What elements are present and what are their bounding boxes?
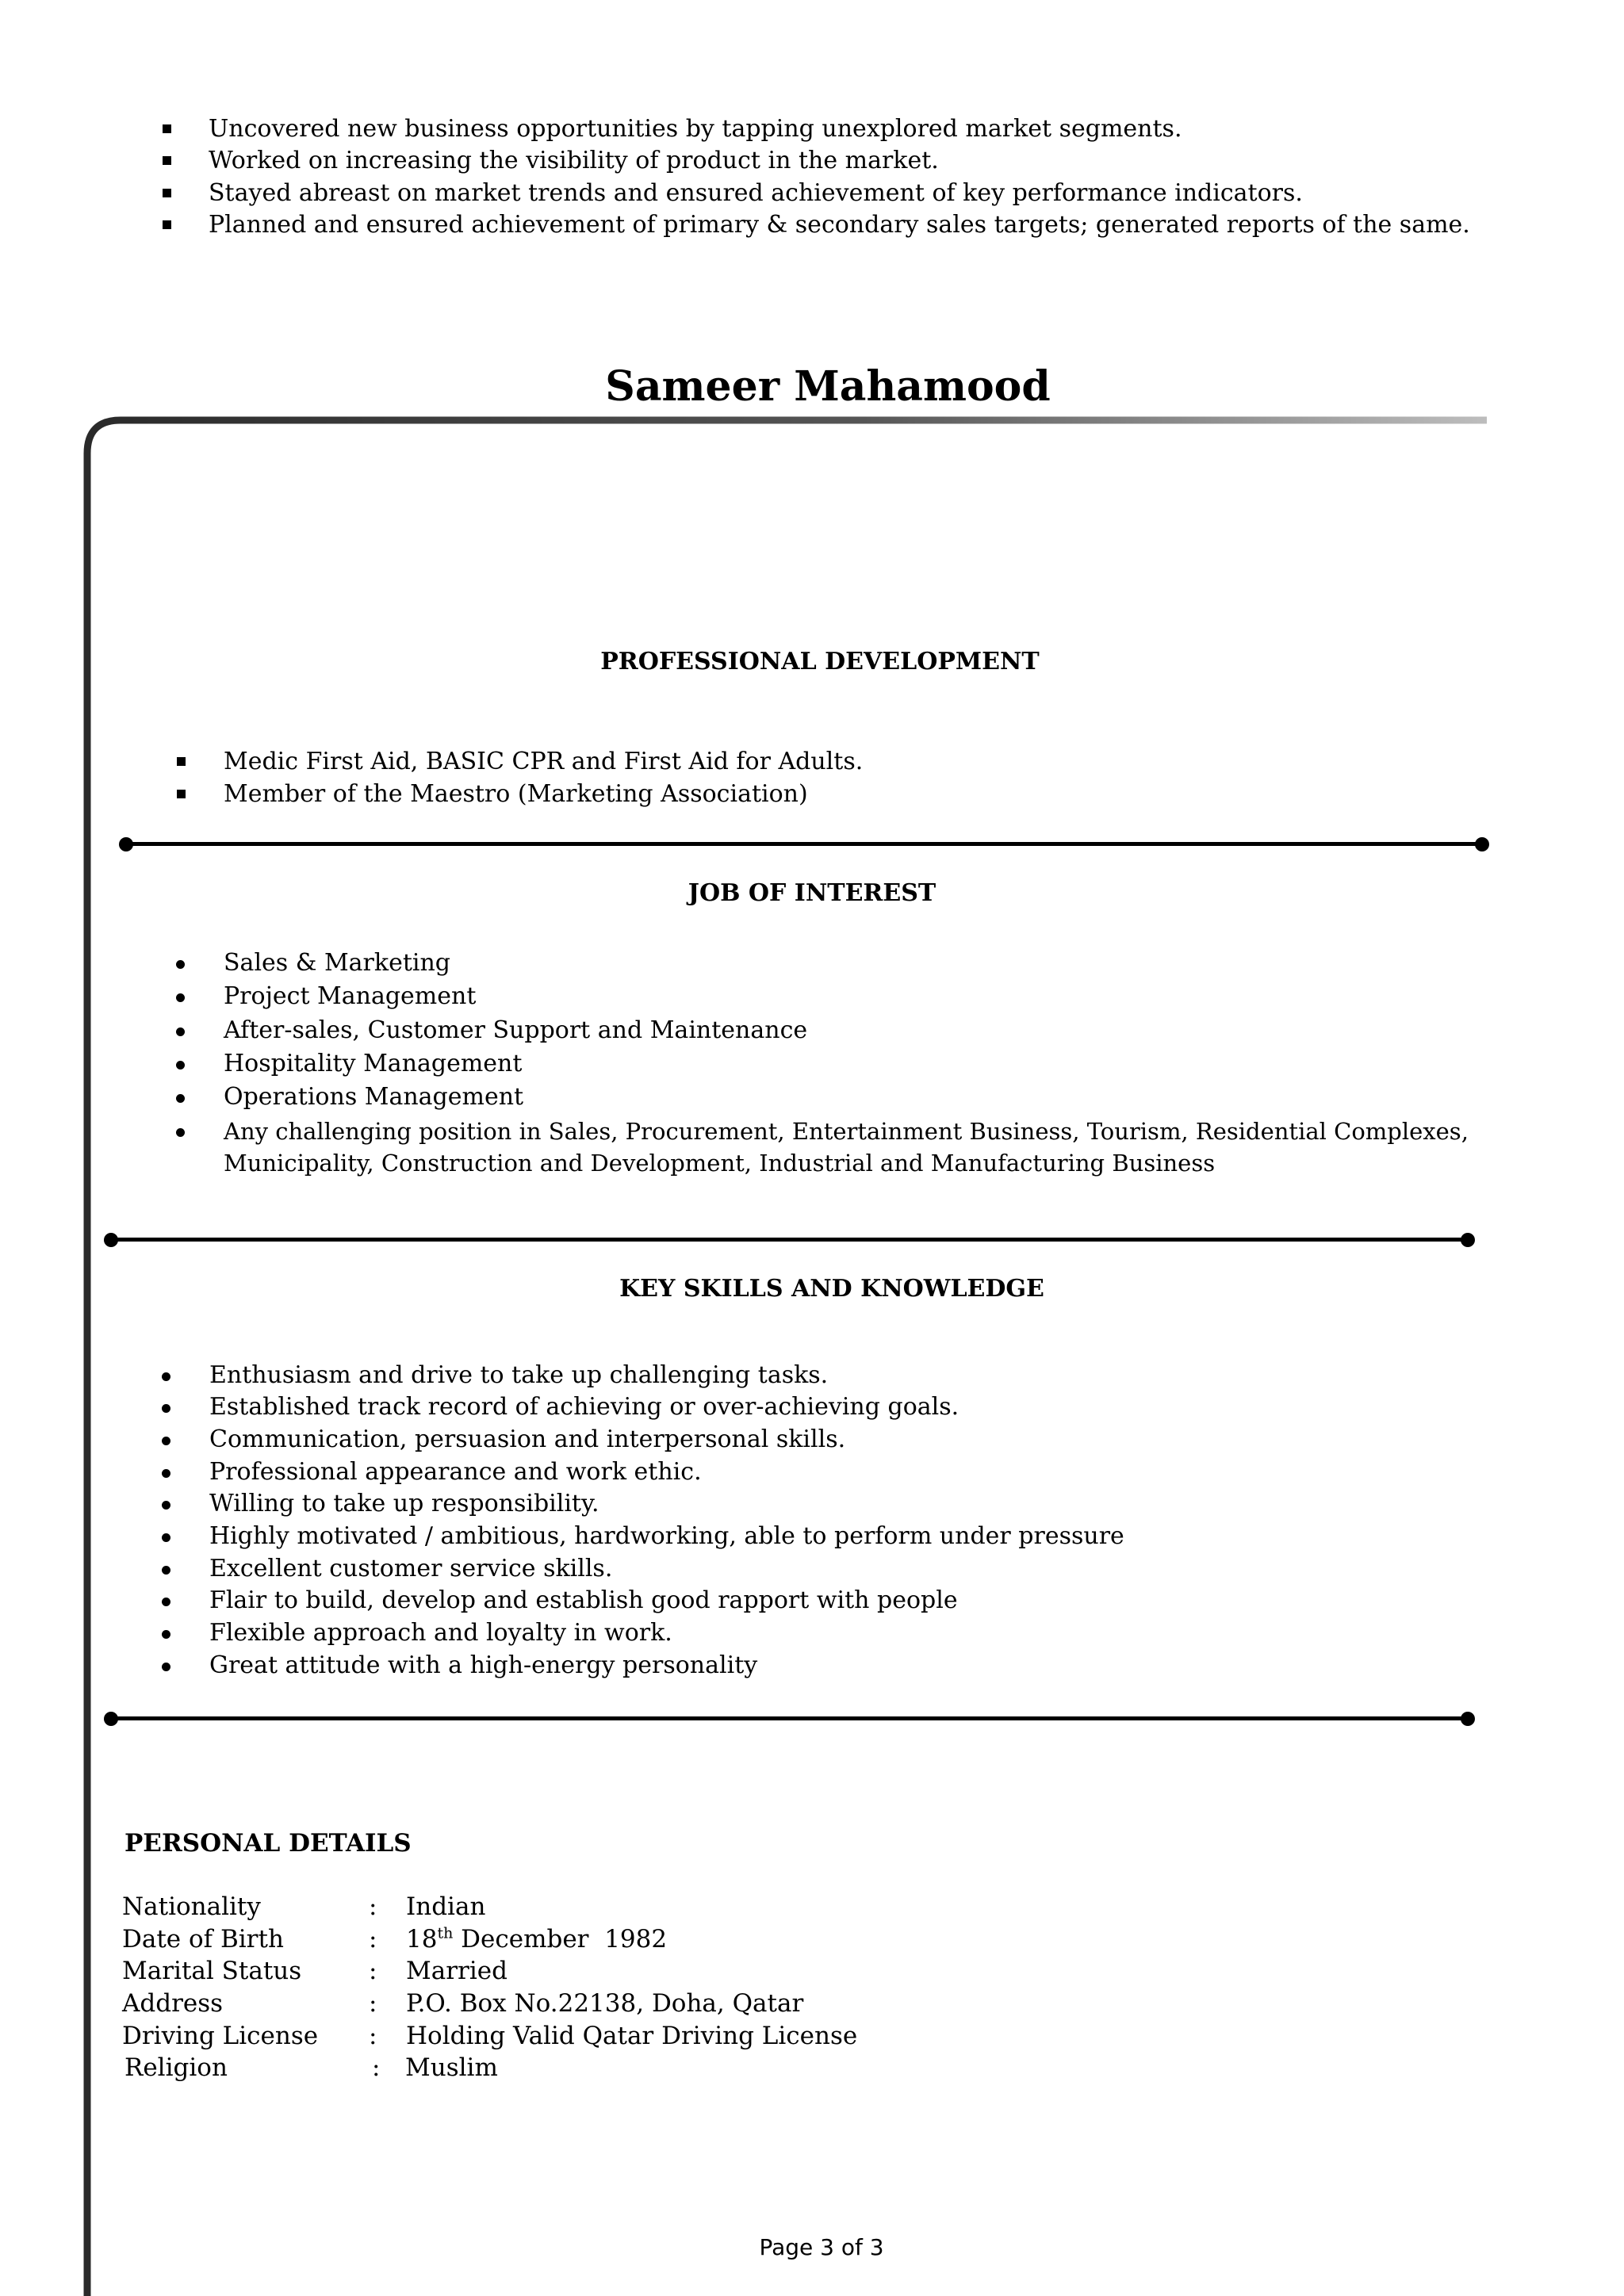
section-title-job-of-interest: JOB OF INTEREST (688, 879, 936, 907)
detail-label: Marital Status (122, 1957, 302, 1985)
detail-label: Driving License (122, 2022, 319, 2050)
list-item-text: Flair to build, develop and establish good rapport with people (209, 1586, 958, 1614)
list-item-text: Uncovered new business opportunities by tapping unexplored market segments. (209, 115, 1182, 143)
round-bullet-icon (162, 1501, 170, 1510)
square-bullet-icon (177, 790, 186, 798)
section-title-key-skills: KEY SKILLS AND KNOWLEDGE (619, 1275, 1044, 1303)
detail-colon: : (369, 1957, 377, 1985)
list-item-text: Project Management (224, 982, 477, 1010)
birth-month-year: December 1982 (453, 1925, 668, 1954)
round-bullet-icon (162, 1469, 170, 1478)
list-item-text: Willing to take up responsibility. (209, 1490, 599, 1517)
list-item-text-continued: Municipality, Construction and Development, Industrial and Manufacturing Business (224, 1150, 1216, 1177)
list-item-text: Communication, persuasion and interpersonal skills. (209, 1425, 846, 1453)
round-bullet-icon (162, 1663, 170, 1671)
round-bullet-icon (162, 1404, 170, 1413)
detail-colon: : (372, 2053, 381, 2082)
list-item-text: Hospitality Management (224, 1050, 523, 1077)
detail-colon: : (369, 1925, 377, 1954)
detail-colon: : (369, 1989, 377, 2018)
list-item-text: Flexible approach and loyalty in work. (209, 1619, 672, 1647)
round-bullet-icon (162, 1437, 170, 1445)
list-item-text: Member of the Maestro (Marketing Association) (224, 780, 808, 808)
detail-label: Address (122, 1989, 224, 2018)
list-item-text: Established track record of achieving or over-achieving goals. (209, 1393, 959, 1421)
list-item-text: Sales & Marketing (224, 949, 451, 977)
list-item-text: Planned and ensured achievement of primary & secondary sales targets; generated reports of the same. (209, 211, 1470, 239)
detail-value: Muslim (405, 2053, 498, 2082)
round-bullet-icon (176, 1094, 185, 1103)
round-bullet-icon (162, 1598, 170, 1606)
detail-value: Indian (406, 1892, 486, 1921)
list-item-text: Enthusiasm and drive to take up challenging tasks. (209, 1361, 829, 1389)
detail-colon: : (369, 1892, 377, 1921)
round-bullet-icon (162, 1630, 170, 1639)
list-item-text: Great attitude with a high-energy personality (209, 1651, 758, 1679)
detail-value: P.O. Box No.22138, Doha, Qatar (406, 1989, 804, 2018)
list-item-text: Worked on increasing the visibility of product in the market. (209, 147, 939, 174)
round-bullet-icon (162, 1372, 170, 1381)
round-bullet-icon (176, 1027, 185, 1036)
square-bullet-icon (177, 757, 186, 766)
list-item-text: Excellent customer service skills. (209, 1555, 613, 1582)
ordinal-suffix: th (437, 1924, 454, 1942)
page-number: Page 3 of 3 (759, 2234, 884, 2260)
round-bullet-icon (176, 1128, 185, 1137)
list-item-text: Professional appearance and work ethic. (209, 1458, 702, 1486)
detail-value (406, 1923, 667, 1955)
list-item-text: Any challenging position in Sales, Procurement, Entertainment Business, Tourism, Residential Complexes, (224, 1118, 1469, 1145)
round-bullet-icon (176, 993, 185, 1002)
round-bullet-icon (162, 1566, 170, 1575)
detail-value: Married (406, 1957, 508, 1985)
list-item-text: Stayed abreast on market trends and ensured achievement of key performance indicators. (209, 179, 1303, 207)
round-bullet-icon (176, 960, 185, 969)
detail-label: Religion (124, 2053, 228, 2082)
section-title-professional-development: PROFESSIONAL DEVELOPMENT (600, 648, 1040, 675)
round-bullet-icon (176, 1061, 185, 1070)
detail-colon: : (369, 2022, 377, 2050)
list-item-text: Operations Management (224, 1083, 524, 1111)
detail-label: Date of Birth (122, 1925, 284, 1954)
list-item-text: After-sales, Customer Support and Maintenance (224, 1016, 808, 1044)
list-item-text: Highly motivated / ambitious, hardworking, able to perform under pressure (209, 1522, 1124, 1550)
section-title-personal-details: PERSONAL DETAILS (124, 1829, 412, 1858)
detail-value: Holding Valid Qatar Driving License (406, 2022, 858, 2050)
birth-day: 18 (406, 1925, 438, 1954)
list-item-text: Medic First Aid, BASIC CPR and First Aid for Adults. (224, 748, 864, 775)
candidate-name: Sameer Mahamood (605, 362, 1051, 411)
detail-label: Nationality (122, 1892, 261, 1921)
round-bullet-icon (162, 1533, 170, 1542)
